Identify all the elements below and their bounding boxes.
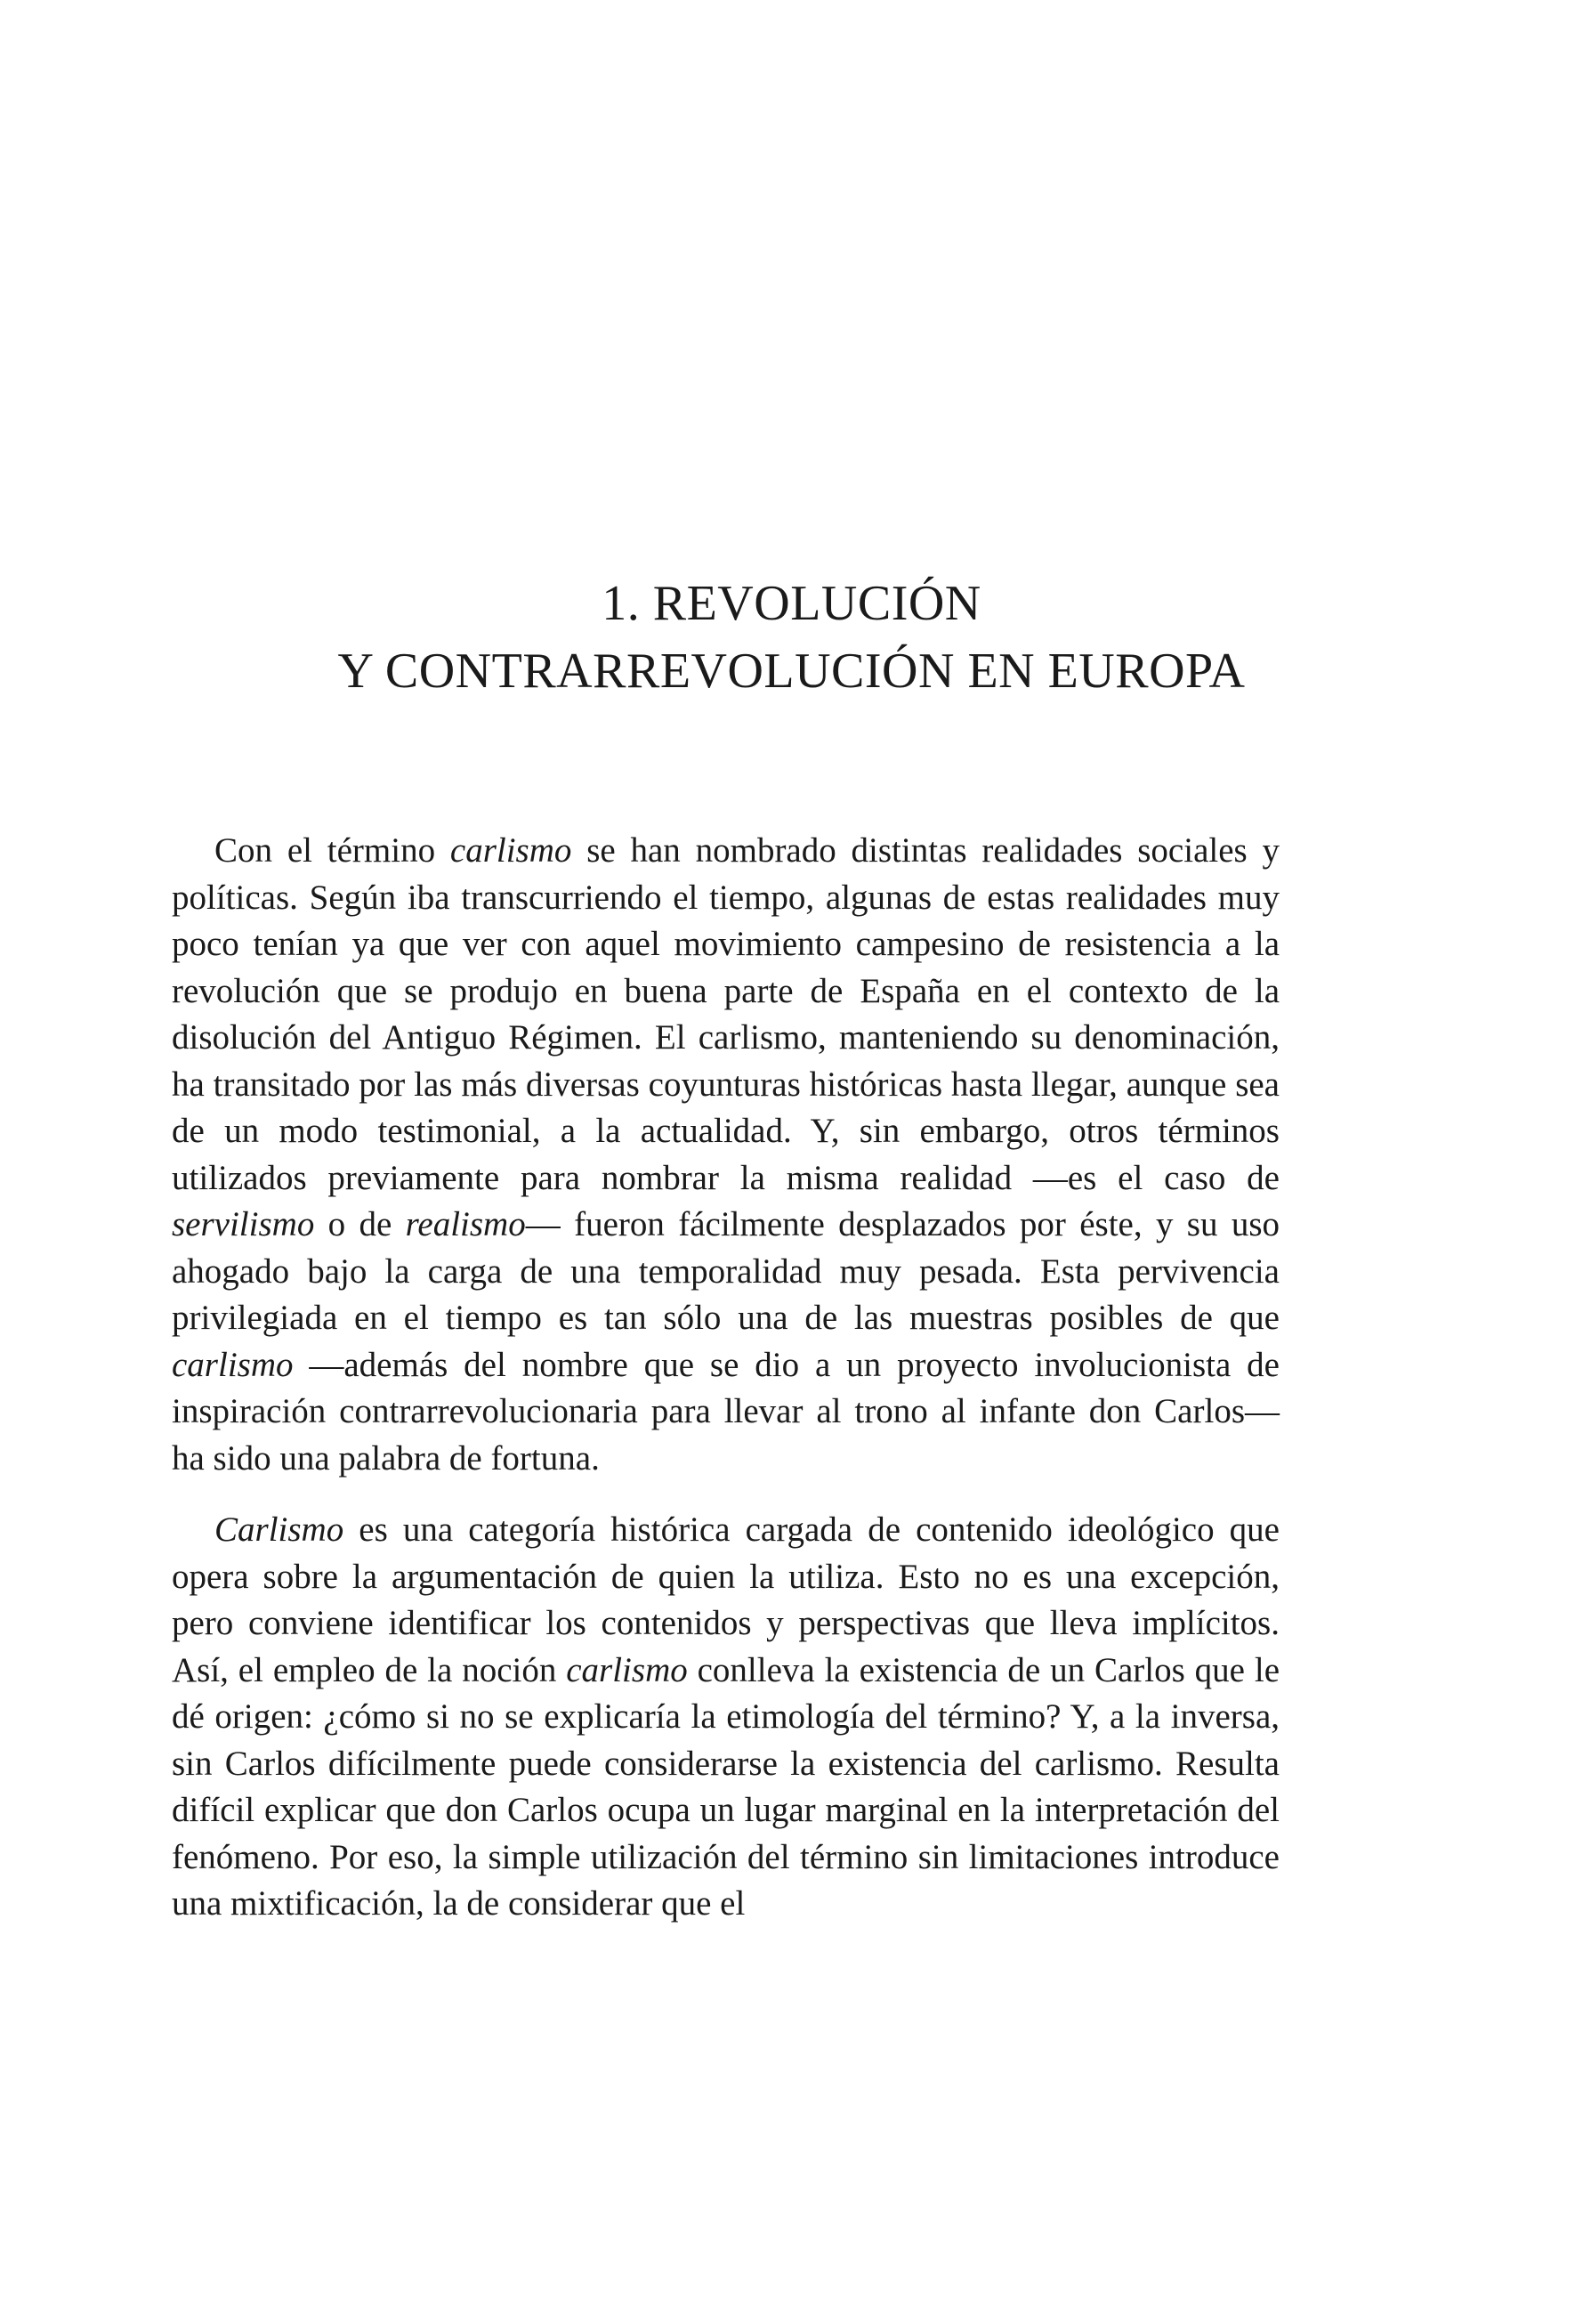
paragraph-segment-italic: carlismo xyxy=(172,1345,294,1384)
paragraph-segment: — fueron fácilmente desplazados por éste, y su uso ahogado bajo la carga de una temporalidad muy pesada. Esta pervivencia privilegiada en el tiempo es tan sólo una de las muestras posibles de que xyxy=(172,1205,1280,1337)
paragraph-segment: o de xyxy=(314,1205,406,1243)
paragraph-segment: es una categoría histórica cargada de contenido ideológico que opera sobre la argumentación de quien la utiliza. Esto no es una excepción, pero conviene identificar los contenidos y perspectivas que lleva implícitos. Así, el empleo de la noción xyxy=(172,1510,1280,1689)
body-text xyxy=(172,828,1280,1928)
chapter-title-line-1: 1. REVOLUCIÓN xyxy=(602,576,981,631)
chapter-title-line-2: Y CONTRARREVOLUCIÓN EN EUROPA xyxy=(337,644,1246,699)
paragraph-segment: Con el término xyxy=(214,831,450,870)
paragraph-segment: —además del nombre que se dio a un proyecto involucionista de inspiración contrarrevolucionaria para llevar al trono al infante don Carlos— ha sido una palabra de fortuna. xyxy=(172,1345,1280,1478)
paragraph-segment: se han nombrado distintas realidades sociales y políticas. Según iba transcurriendo el tiempo, algunas de estas realidades muy poco tenían ya que ver con aquel movimiento campesino de resistencia a la revolución que se produjo en buena parte de España en el contexto de la disolución del Antiguo Régimen. El carlismo, manteniendo su denominación, ha transitado por las más diversas coyunturas históricas hasta llegar, aunque sea de un modo testimonial, a la actualidad. Y, sin embargo, otros términos utilizados previamente para nombrar la misma realidad —es el caso de xyxy=(172,831,1280,1197)
paragraph-segment-italic: Carlismo xyxy=(214,1510,344,1549)
paragraph-segment-italic: servilismo xyxy=(172,1205,315,1243)
paragraph-segment-italic: realismo xyxy=(405,1205,526,1243)
paragraph-segment: conlleva la existencia de un Carlos que le dé origen: ¿cómo si no se explicaría la etimología del término? Y, a la inversa, sin Carlos difícilmente puede considerarse la existencia del carlismo. Resulta difícil explicar que don Carlos ocupa un lugar marginal en la interpretación del fenómeno. Por eso, la simple utilización del término sin limitaciones introduce una mixtificación, la de considerar que el xyxy=(172,1650,1280,1923)
paragraph-segment-italic: carlismo xyxy=(566,1650,688,1689)
paragraph-segment-italic: carlismo xyxy=(449,831,572,870)
paragraph-1 xyxy=(172,828,1280,1482)
chapter-title xyxy=(133,570,1450,705)
paragraph-2 xyxy=(172,1507,1280,1928)
